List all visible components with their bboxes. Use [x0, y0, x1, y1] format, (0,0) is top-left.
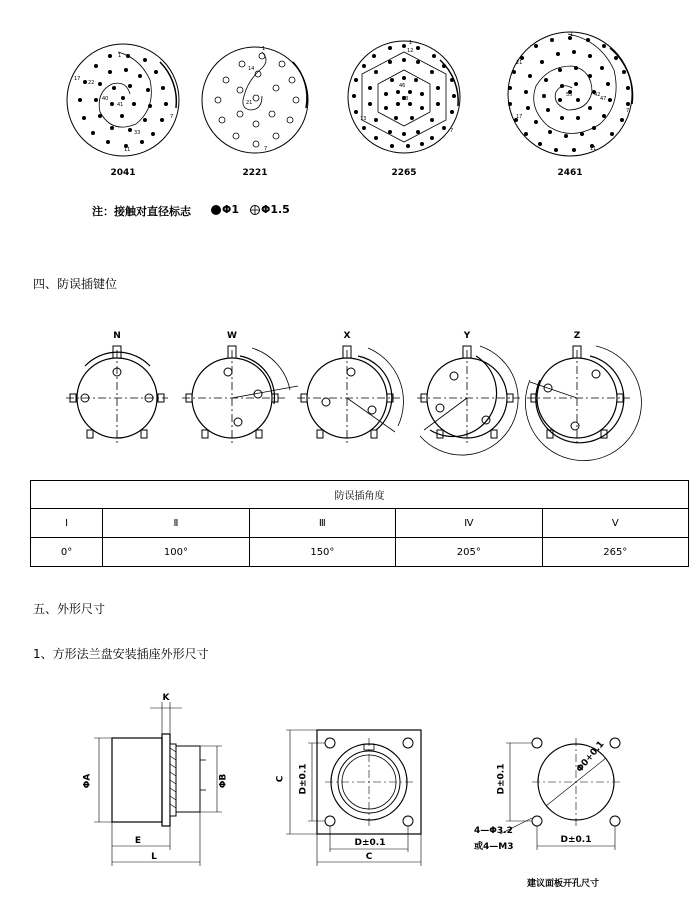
pin-label: 14: [248, 66, 255, 72]
dim-d: D±0.1: [496, 763, 507, 795]
subsection-title: 1、方形法兰盘安装插座外形尺寸: [33, 647, 209, 661]
pin-label: 7: [450, 128, 454, 134]
pin-label: 13: [360, 116, 367, 122]
small-contact-symbol-icon: [211, 205, 221, 215]
key-label: Z: [573, 331, 581, 341]
pin-label: 55: [566, 92, 573, 98]
angle-table: [30, 480, 689, 567]
connector-2461: [508, 32, 633, 156]
pin-label: 42: [594, 92, 601, 98]
pin-label: 33: [134, 130, 141, 136]
dim-phi-b: ΦB: [218, 773, 229, 789]
dim-e: E: [134, 836, 142, 846]
pin-label: 41: [117, 102, 124, 108]
angle-cell: 150°: [249, 538, 395, 567]
position-cell: Ⅳ: [396, 509, 542, 538]
position-cell: Ⅰ: [31, 509, 103, 538]
pin-label: 46: [399, 83, 406, 89]
connector-2265: [348, 40, 460, 153]
position-cell: Ⅲ: [249, 509, 395, 538]
pin-label: 40: [102, 96, 109, 102]
position-cell: Ⅱ: [103, 509, 249, 538]
connector-2041: [67, 44, 179, 156]
dim-c: C: [275, 775, 286, 783]
dim-phi-a: ΦA: [82, 773, 93, 789]
pin-label: 7: [626, 108, 630, 114]
dim-or-m: 或4—M3: [474, 842, 514, 852]
dim-l: L: [151, 852, 157, 862]
position-cell: Ⅴ: [542, 509, 688, 538]
pin-label: 53: [402, 96, 409, 102]
key-diagram-z: [525, 346, 641, 461]
side-view-drawing: [94, 702, 222, 866]
connector-label: 2461: [557, 168, 583, 178]
dim-d: D±0.1: [298, 763, 309, 795]
key-label: W: [227, 331, 237, 341]
dim-d: D±0.1: [354, 838, 386, 848]
angle-table-title: 防误插角度: [31, 481, 689, 509]
dim-c: C: [365, 852, 373, 862]
large-contact-symbol-icon: [251, 206, 260, 215]
pin-label: 11: [124, 147, 131, 153]
panel-cutout-drawing: [500, 738, 620, 850]
connector-label: 2221: [242, 168, 268, 178]
key-diagram-y: [417, 346, 520, 455]
pin-label: 17: [74, 76, 81, 82]
key-diagram-n: [66, 346, 168, 445]
angle-cell: 0°: [31, 538, 103, 567]
key-label: X: [343, 331, 351, 341]
key-label: N: [113, 331, 121, 341]
pin-label: 22: [88, 80, 95, 86]
pin-label: 47: [600, 96, 607, 102]
legend-large: Φ1.5: [261, 203, 290, 216]
connector-label: 2265: [391, 168, 417, 178]
pin-label: 1: [262, 46, 266, 52]
pin-label: 21: [516, 60, 523, 66]
dim-holes: 4—Φ3.2: [474, 826, 513, 836]
key-diagram-x: [297, 346, 403, 445]
legend-prefix: 注：接触对直径标志: [92, 205, 191, 218]
pin-label: 11: [590, 146, 597, 152]
key-diagram-w: [182, 346, 298, 445]
angle-cell: 265°: [542, 538, 688, 567]
pin-label: 17: [516, 114, 523, 120]
panel-caption: 建议面板开孔尺寸: [527, 879, 600, 889]
dim-phi-cutout: Φ0+0.1: [574, 739, 607, 775]
legend-small: Φ1: [222, 203, 240, 216]
dim-k: K: [162, 693, 170, 703]
key-label: Y: [463, 331, 471, 341]
pin-label: 21: [246, 100, 253, 106]
pin-label: 7: [170, 114, 174, 120]
pin-label: 1: [570, 32, 574, 38]
angle-cell: 100°: [103, 538, 249, 567]
angle-cell: 205°: [396, 538, 542, 567]
pin-label: 12: [407, 48, 414, 54]
pin-label: 7: [264, 146, 268, 152]
section-title: 四、防误插键位: [33, 277, 118, 291]
pin-label: 1: [118, 53, 122, 59]
dim-d: D±0.1: [560, 835, 592, 845]
pin-label: 1: [409, 40, 413, 46]
connector-label: 2041: [110, 168, 136, 178]
section-title: 五、外形尺寸: [33, 602, 106, 616]
connector-2221: [202, 46, 308, 153]
